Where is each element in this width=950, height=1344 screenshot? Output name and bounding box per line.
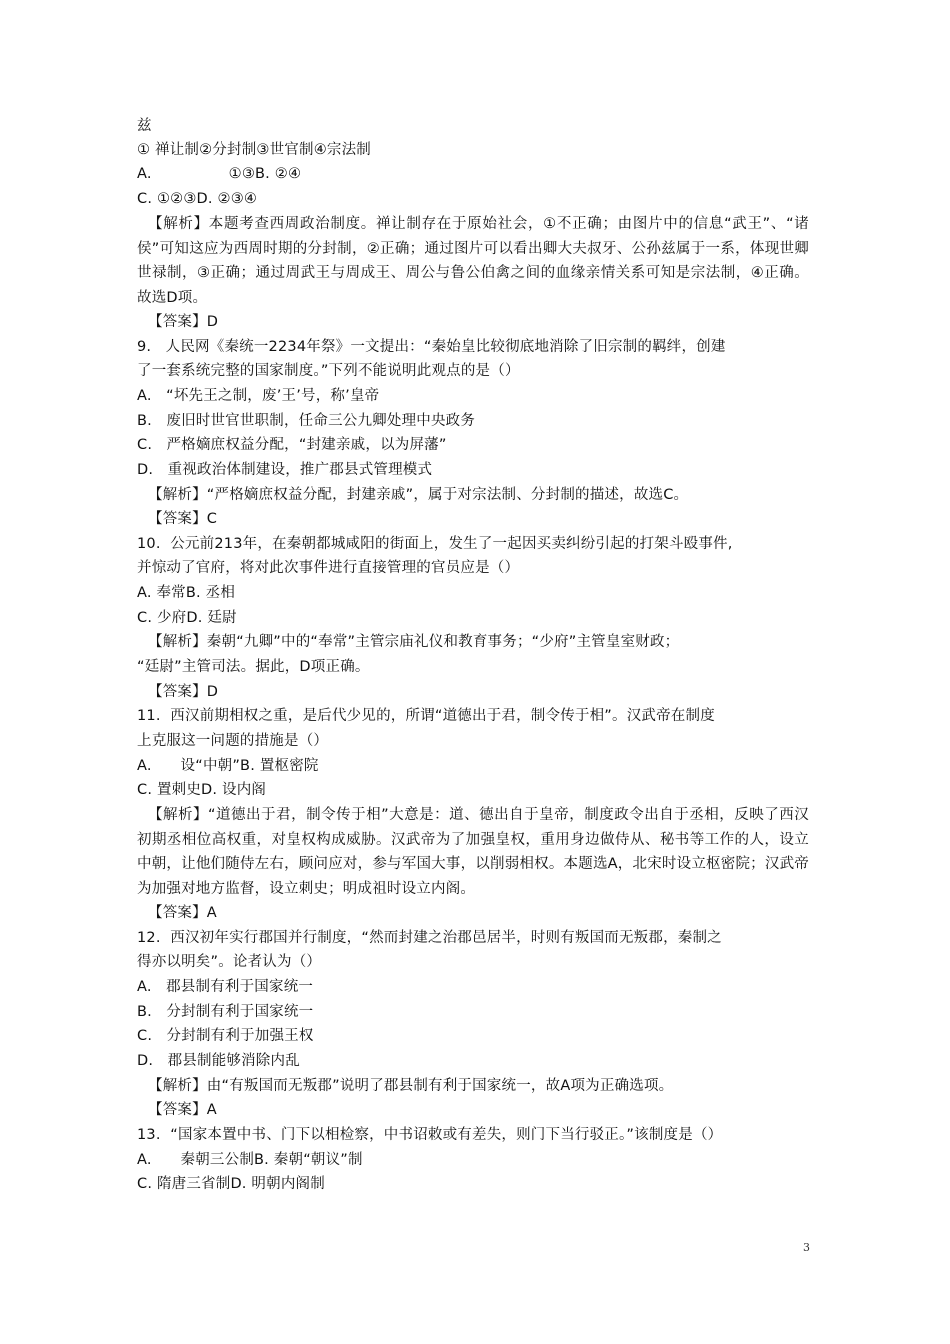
option-line: A. ①③B. ②④ — [137, 166, 302, 182]
option-line: B. 分封制有利于国家统一 — [137, 1004, 314, 1020]
analysis-line: 【解析】秦朝“九卿”中的“奉常”主管宗庙礼仪和教育事务；“少府”主管皇室财政； — [148, 634, 680, 650]
question-line: 13. “国家本置中书、门下以相检察，中书诏敕或有差失，则门下当行驳正。”该制度是（） — [137, 1127, 723, 1143]
answer-line: 【答案】D — [148, 684, 219, 700]
answer-line: 【答案】D — [148, 314, 219, 330]
question-line: 10. 公元前213年，在秦朝都城咸阳的街面上，发生了一起因买卖纠纷引起的打架斗殴事件, — [137, 536, 733, 552]
question-line: 9. 人民网《秦统一2234年祭》一文提出：“秦始皇比较彻底地消除了旧宗制的羁绊，创建 — [137, 339, 726, 355]
question-line: 得亦以明矣”。论者认为（） — [137, 954, 322, 970]
option-line: C. 隋唐三省制D. 明朝内阁制 — [137, 1176, 325, 1192]
option-line: A. 秦朝三公制B. 秦朝“朝议”制 — [137, 1152, 363, 1168]
text-line: ① 禅让制②分封制③世官制④宗法制 — [137, 142, 372, 158]
question-line: 12. 西汉初年实行郡国并行制度，“然而封建之治郡邑居半，时则有叛国而无叛郡，秦制之 — [137, 930, 722, 946]
page-number: 3 — [803, 1241, 810, 1254]
question-line: 并惊动了官府，将对此次事件进行直接管理的官员应是（） — [137, 560, 520, 576]
question-line: 上克服这一问题的措施是（） — [137, 733, 329, 749]
answer-line: 【答案】A — [148, 905, 217, 921]
option-line: A. 设“中朝”B. 置枢密院 — [137, 758, 319, 774]
analysis-paragraph: 【解析】本题考查西周政治制度。禅让制存在于原始社会，①不正确；由图片中的信息“武王”、“诸侯”可知这应为西周时期的分封制，②正确；通过图片可以看出卿大夫叔牙、公孙兹属于一系，体现世卿世禄制，③正确；通过周武王与周成王、周公与鲁公伯禽之间的血缘亲情关系可知是宗法制，④正确。故选D项。 — [137, 216, 809, 306]
option-line: C. 严格嫡庶权益分配，“封建亲戚，以为屏藩” — [137, 437, 447, 453]
option-line: A. 奉常B. 丞相 — [137, 585, 236, 601]
option-line: A. “坏先王之制，废’王’号，称’皇帝 — [137, 388, 380, 404]
analysis-line: “廷尉”主管司法。据此，D项正确。 — [137, 659, 370, 675]
option-line: C. ①②③D. ②③④ — [137, 191, 258, 207]
option-line: D. 重视政治体制建设，推广郡县式管理模式 — [137, 462, 433, 478]
option-line: C. 少府D. 廷尉 — [137, 610, 237, 626]
analysis-line: 【解析】“严格嫡庶权益分配，封建亲戚”，属于对宗法制、分封制的描述，故选C。 — [148, 487, 689, 503]
text-line: 兹 — [137, 118, 152, 134]
analysis-line: 【解析】由“有叛国而无叛郡”说明了郡县制有利于国家统一，故A项为正确选项。 — [148, 1078, 674, 1094]
option-line: D. 郡县制能够消除内乱 — [137, 1053, 300, 1069]
question-line: 11. 西汉前期相权之重，是后代少见的，所谓“道德出于君，制令传于相”。汉武帝在制度 — [137, 708, 715, 724]
answer-line: 【答案】C — [148, 511, 218, 527]
question-line: 了一套系统完整的国家制度。”下列不能说明此观点的是（） — [137, 363, 520, 379]
option-line: B. 废旧时世官世职制，任命三公九卿处理中央政务 — [137, 413, 476, 429]
option-line: C. 分封制有利于加强王权 — [137, 1028, 314, 1044]
option-line: A. 郡县制有利于国家统一 — [137, 979, 314, 995]
analysis-paragraph: 【解析】“道德出于君，制令传于相”大意是：道、德出自于皇帝，制度政令出自于丞相，反映了西汉初期丞相位高权重，对皇权构成威胁。汉武帝为了加强皇权，重用身边做侍从、秘书等工作的人，设立中朝，让他们随侍左右，顾问应对，参与军国大事，以削弱相权。本题选A，北宋时设立枢密院；汉武帝为加强对地方监督，设立刺史；明成祖时设立内阁。 — [137, 807, 809, 897]
option-line: C. 置刺史D. 设内阁 — [137, 782, 267, 798]
answer-line: 【答案】A — [148, 1102, 217, 1118]
